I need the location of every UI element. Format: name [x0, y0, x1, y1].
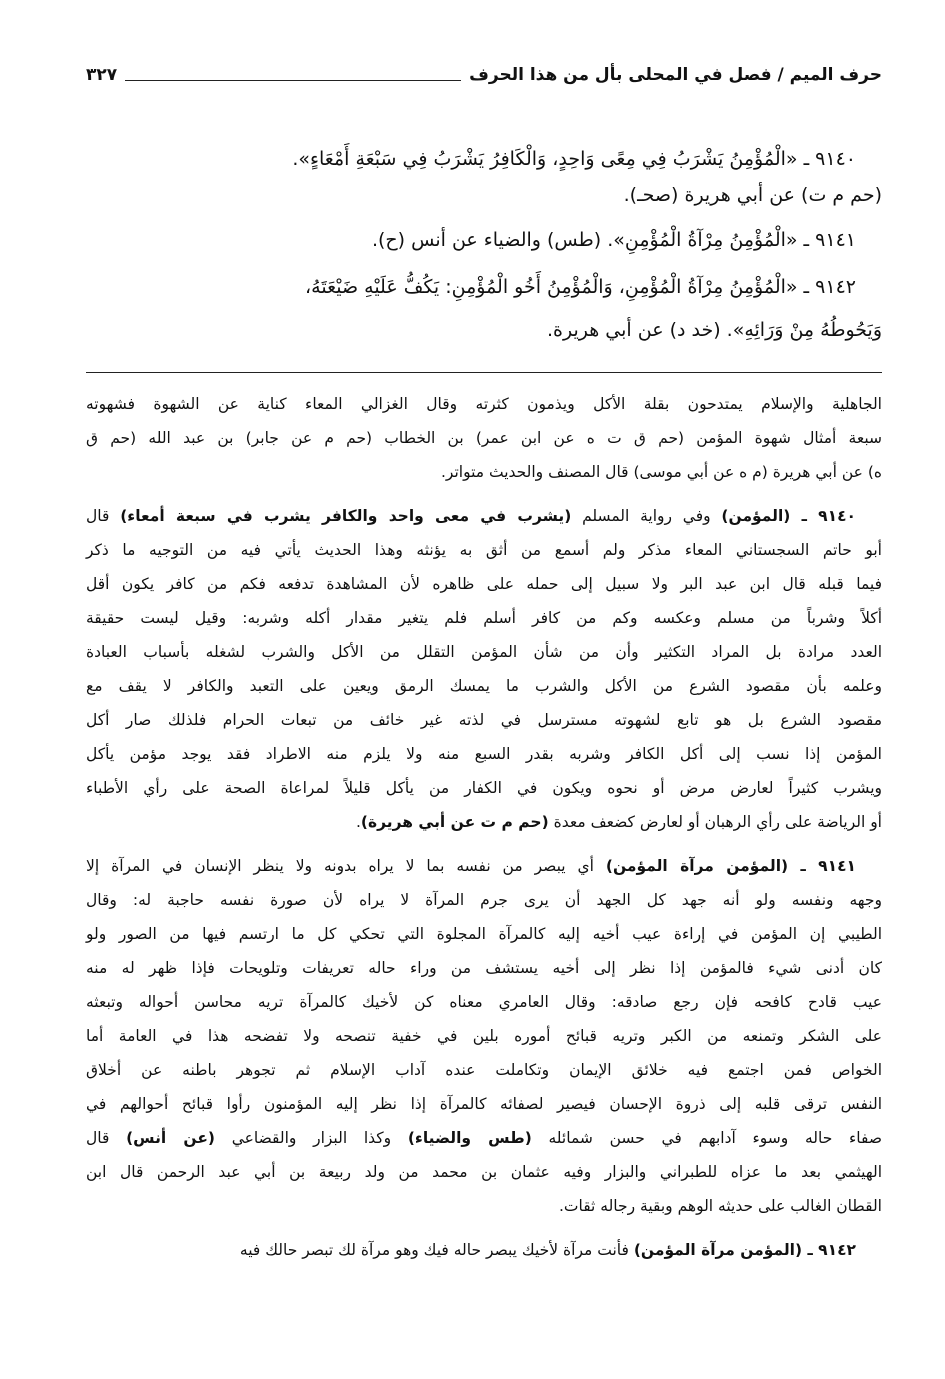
- text: .: [355, 813, 361, 831]
- text: المؤمن إذا نسب إلى أكل الكافر وشربه بقدر السبع منه ولا يلزم منه الاطراد فقد يوجد مؤمن يأكل: [86, 745, 882, 763]
- text: وجهه ونفسه ولو أنه جهد كل الجهد أن يرى جرم المرآة لا يراه لأن صورة نفسه حاجبة له: وقال: [86, 891, 882, 909]
- commentary-line: [86, 985, 882, 1019]
- text: أو الرياضة على رأي الرهبان أو لعارض كضعف معدة: [548, 813, 882, 831]
- text: فأنت مرآة لأخيك يبصر حاله فيك وهو مرآة لك تبصر حالك فيه: [239, 1241, 634, 1259]
- text: النفس ترقى قلبه إلى ذروة الإحسان فيصير لصفائه كالمرآة إذا نظر إليه المؤمنون رأوا قبائح أحوالهم في: [86, 1095, 882, 1113]
- text: كان أدنى شيء فالمؤمن إذا نظر إلى أخيه يستشف من وراء حاله تعريفات وتلويحات فإذا ظهر له منه: [86, 959, 882, 977]
- text: أكلاً وشرباً من مسلم وعكسه وكم من كافر أسلم فلم يتغير مقدار أكله وشربه: وقيل ليست حقيقة: [86, 609, 882, 627]
- footnote-separator: [86, 372, 882, 373]
- hadith-9141-line-1: ٩١٤١ ـ «الْمُؤْمِنُ مِرْآةُ الْمُؤْمِنِ». (طس) والضياء عن أنس (ح).: [371, 229, 856, 251]
- commentary-line: [86, 1019, 882, 1053]
- commentary-line: [86, 1053, 882, 1087]
- commentary: [86, 387, 882, 1267]
- text: صفاء حاله وسوء آدابهم في حسن شمائله: [531, 1129, 882, 1147]
- paragraph-gap: [86, 489, 882, 499]
- commentary-line: [86, 1121, 882, 1155]
- text: على الشكر وتمنعه من الكبر وتريه قبائح أموره بلين في خفية تنصحه ولا تفضحه هذا في العامة أما: [86, 1027, 882, 1045]
- text: فيما قبله قال ابن عبد البر ولا سبيل إلى حمله على ظاهره لأن المشاهدة تدفعه فكم من كافر يكون أقل: [86, 575, 882, 593]
- header-rule: [125, 80, 461, 81]
- bold-text: ٩١٤١ ـ (المؤمن مرآة المؤمن): [605, 857, 857, 875]
- text: الطيبي إن المؤمن في إراءة عيب أخيه إليه كالمرآة المجلوة التي تحكي كل ما ارتسم فيها من الصور ولو: [86, 925, 882, 943]
- hadith-9142-line-1: ٩١٤٢ ـ «الْمُؤْمِنُ مِرْآةُ الْمُؤْمِنِ، وَالْمُؤْمِنُ أَخُو الْمُؤْمِنِ: يَكُفُّ عَلَيْهِ ضَيْعَتَهُ،: [305, 276, 856, 298]
- text: أي يبصر من نفسه بما لا يراه بدونه ولا ينظر الإنسان في المرآة إلا: [86, 857, 606, 875]
- commentary-line: [86, 1087, 882, 1121]
- paragraph-gap: [86, 839, 882, 849]
- text: ويشرب كثيراً لعارض مرض أو نحوه ويكون في الكفار من يأكل قليلاً لمراعاة الصحة على رأي الأطباء: [86, 779, 882, 797]
- commentary-line: [86, 635, 882, 669]
- commentary-line: [86, 951, 882, 985]
- bold-text: ٩١٤٠ ـ (المؤمن): [721, 507, 857, 525]
- commentary-line: [86, 883, 882, 917]
- commentary-line: [86, 703, 882, 737]
- text: الهيثمي بعد ما عزاه للطبراني والبزار وفيه عثمان بن محمد من ولد ربيعة بن أبي عبد الرحمن قال ابن: [86, 1163, 882, 1181]
- commentary-line: [86, 771, 882, 805]
- commentary-line: [86, 849, 882, 883]
- text: العدد مرادة بل المراد التكثير وأن من شأن المؤمن التقلل من الأكل والشرب لشغله بأسباب العبادة: [86, 643, 882, 661]
- commentary-line: [86, 805, 882, 839]
- header-title: حرف الميم / فصل في المحلى بأل من هذا الحرف: [469, 65, 882, 85]
- commentary-line: [86, 387, 882, 421]
- text: الجاهلية والإسلام يمتدحون بقلة الأكل ويذمون كثرته وقال الغزالي المعاء كناية عن الشهوة فشهوته: [86, 395, 882, 413]
- commentary-line: [86, 601, 882, 635]
- commentary-line: [86, 1189, 882, 1223]
- bold-text: (يشرب في معى واحد والكافر يشرب في سبعة أمعاء): [120, 507, 572, 525]
- commentary-line: [86, 567, 882, 601]
- commentary-line: [86, 917, 882, 951]
- commentary-line: [86, 455, 882, 489]
- text: وكذا البزار والقضاعي: [215, 1129, 408, 1147]
- text: أبو حاتم السجستاني المعاء مذكر ولم أسمع من أثق به يؤنثه وهذا الحديث يأتي فيه من التوجيه ما ذكر: [86, 541, 882, 559]
- text: ه) عن أبي هريرة (م ه عن أبي موسى) قال المصنف والحديث متواتر.: [440, 463, 882, 481]
- commentary-line: [86, 421, 882, 455]
- text: مقصود الشرع بل هو تابع لشهوته مسترسل في لذته غير خائف من تبعات الحرام فلذلك صار أكل: [86, 711, 882, 729]
- text: القطان الغالب على حديثه الوهم وبقية رجاله ثقات.: [558, 1197, 882, 1215]
- text: الخواص فمن اجتمع فيه خلائق الإيمان وتكاملت عنده آداب الإسلام ثم تجوهر باطنه عن أخلاق: [86, 1061, 882, 1079]
- commentary-line: [86, 533, 882, 567]
- text: سبعة أمثال شهوة المؤمن (حم ق ت ه عن ابن عمر) بن الخطاب (حم م عن جابر) بن عبد الله (حم ق: [86, 429, 882, 447]
- commentary-line: [86, 1233, 882, 1267]
- text: وفي رواية المسلم: [571, 507, 722, 525]
- commentary-line: [86, 737, 882, 771]
- commentary-line: [86, 1155, 882, 1189]
- paragraph-gap: [86, 1223, 882, 1233]
- text: عيب قادح كافحه فإن رجع صادقه: وقال العامري معناه كن لأخيك كالمرآة تريه محاسن أحواله وتبعثه: [86, 993, 882, 1011]
- text: قال: [86, 1129, 127, 1147]
- running-header: [86, 60, 882, 90]
- bold-text: (حم م ت عن أبي هريرة): [360, 813, 549, 831]
- bold-text: ٩١٤٢ ـ (المؤمن مرآة المؤمن): [633, 1241, 856, 1259]
- text: وعلمه بأن مقصود الشرع من الأكل والشرب ما يمسك الرمق ويعين على التعبد والكافر لا يقف مع: [86, 677, 882, 695]
- page-number: ٣٢٧: [86, 65, 118, 85]
- commentary-line: [86, 499, 882, 533]
- hadith-9140-line-1: ٩١٤٠ ـ «الْمُؤْمِنُ يَشْرَبُ فِي مِعًى وَاحِدٍ، وَالْكَافِرُ يَشْرَبُ فِي سَبْعَةِ أَمْعَاءٍ».: [292, 148, 856, 170]
- commentary-line: [86, 669, 882, 703]
- text: قال: [86, 507, 121, 525]
- hadith-9142-line-2: وَيَحُوطُهُ مِنْ وَرَائِهِ». (خد د) عن أبي هريرة.: [546, 319, 882, 341]
- bold-text: (طس والضياء): [407, 1129, 532, 1147]
- bold-text: (عن أنس): [126, 1129, 216, 1147]
- hadith-9140-line-2: (حم م ت) عن أبي هريرة (صحـ).: [623, 184, 882, 206]
